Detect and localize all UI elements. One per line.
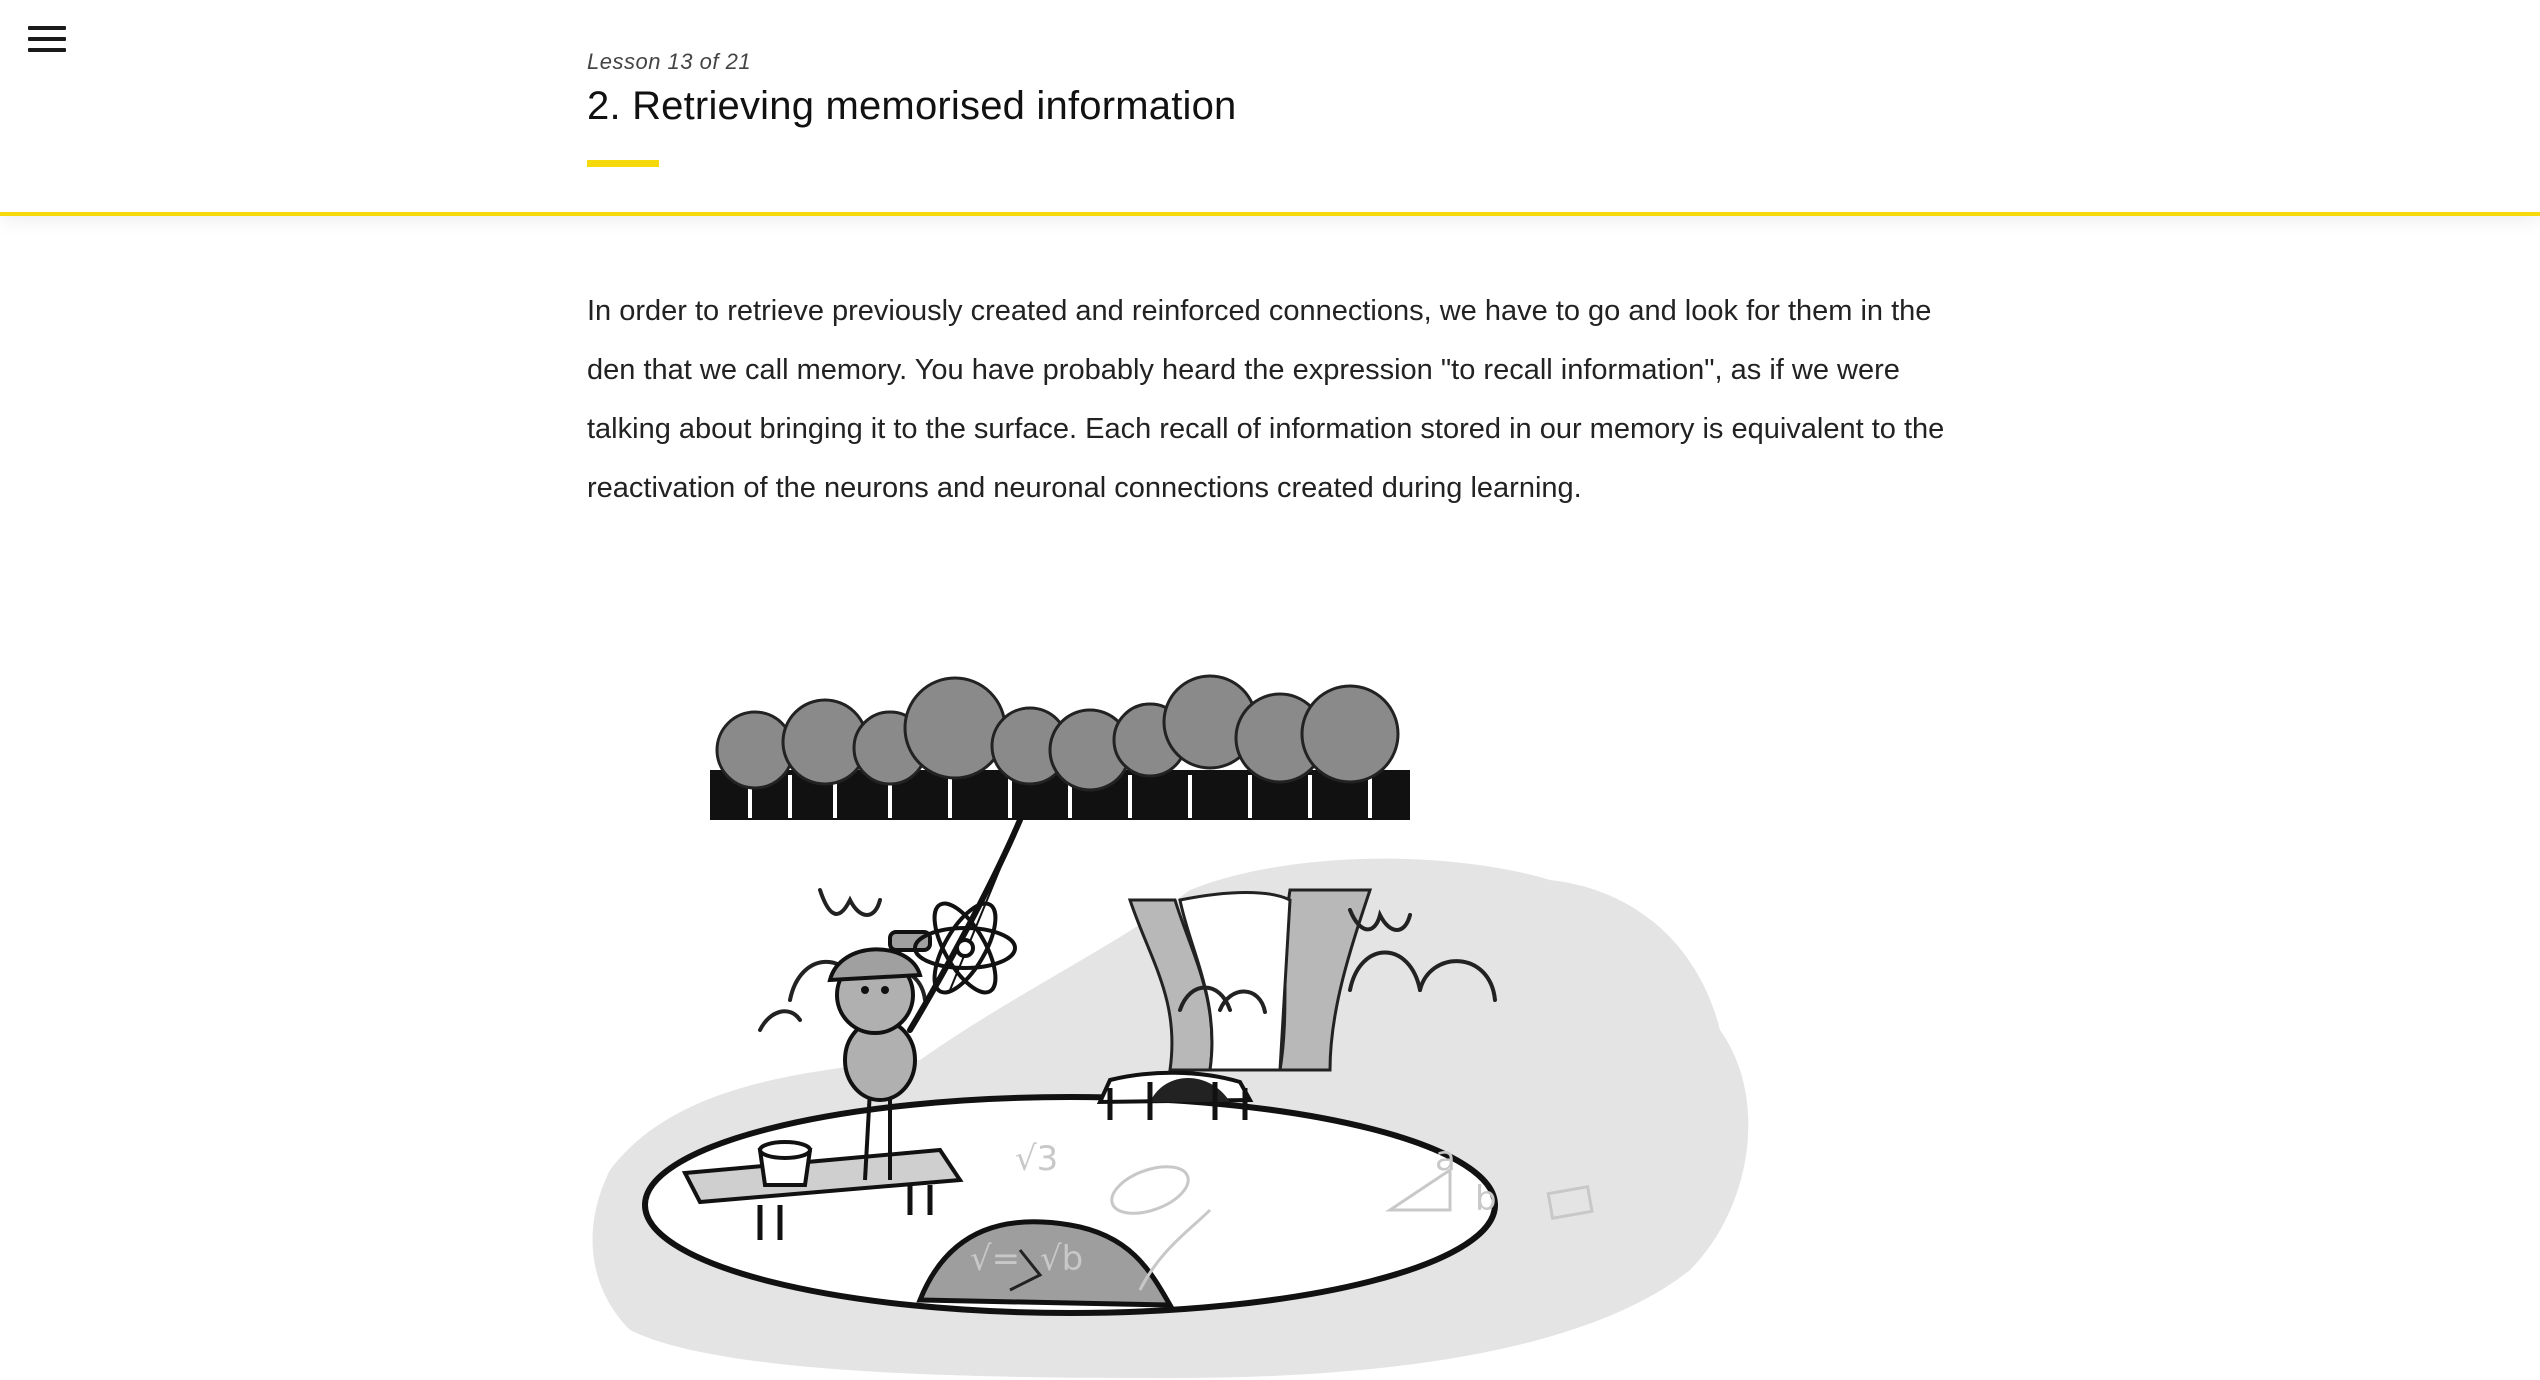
lesson-counter: Lesson 13 of 21 xyxy=(587,49,752,74)
math-glyph-sqrt-equals: √= xyxy=(970,1239,1021,1279)
math-glyph-sqrtb: √b xyxy=(1040,1239,1084,1279)
hamburger-menu-icon[interactable] xyxy=(20,18,74,60)
title-underline xyxy=(587,160,659,167)
math-glyph-a: a xyxy=(1435,1139,1456,1179)
lesson-header xyxy=(0,0,2540,216)
lesson-paragraph: In order to retrieve previously created and reinforced connections, we have to go and look for them in the den that we call memory. You have probably heard the expression "to recall information", as if we were talking about bringing it to the surface. Each recall of information stored in our memory is equivalent to the reactivation of the neurons and neuronal connections created during learning. xyxy=(587,295,1945,504)
math-glyph-sqrt3: √3 xyxy=(1015,1139,1059,1179)
lesson-content xyxy=(587,282,1967,518)
math-glyph-b: b xyxy=(1475,1179,1497,1219)
page-title: 2. Retrieving memorised information xyxy=(587,84,1237,128)
fishing-memory-illustration xyxy=(590,650,1850,1380)
